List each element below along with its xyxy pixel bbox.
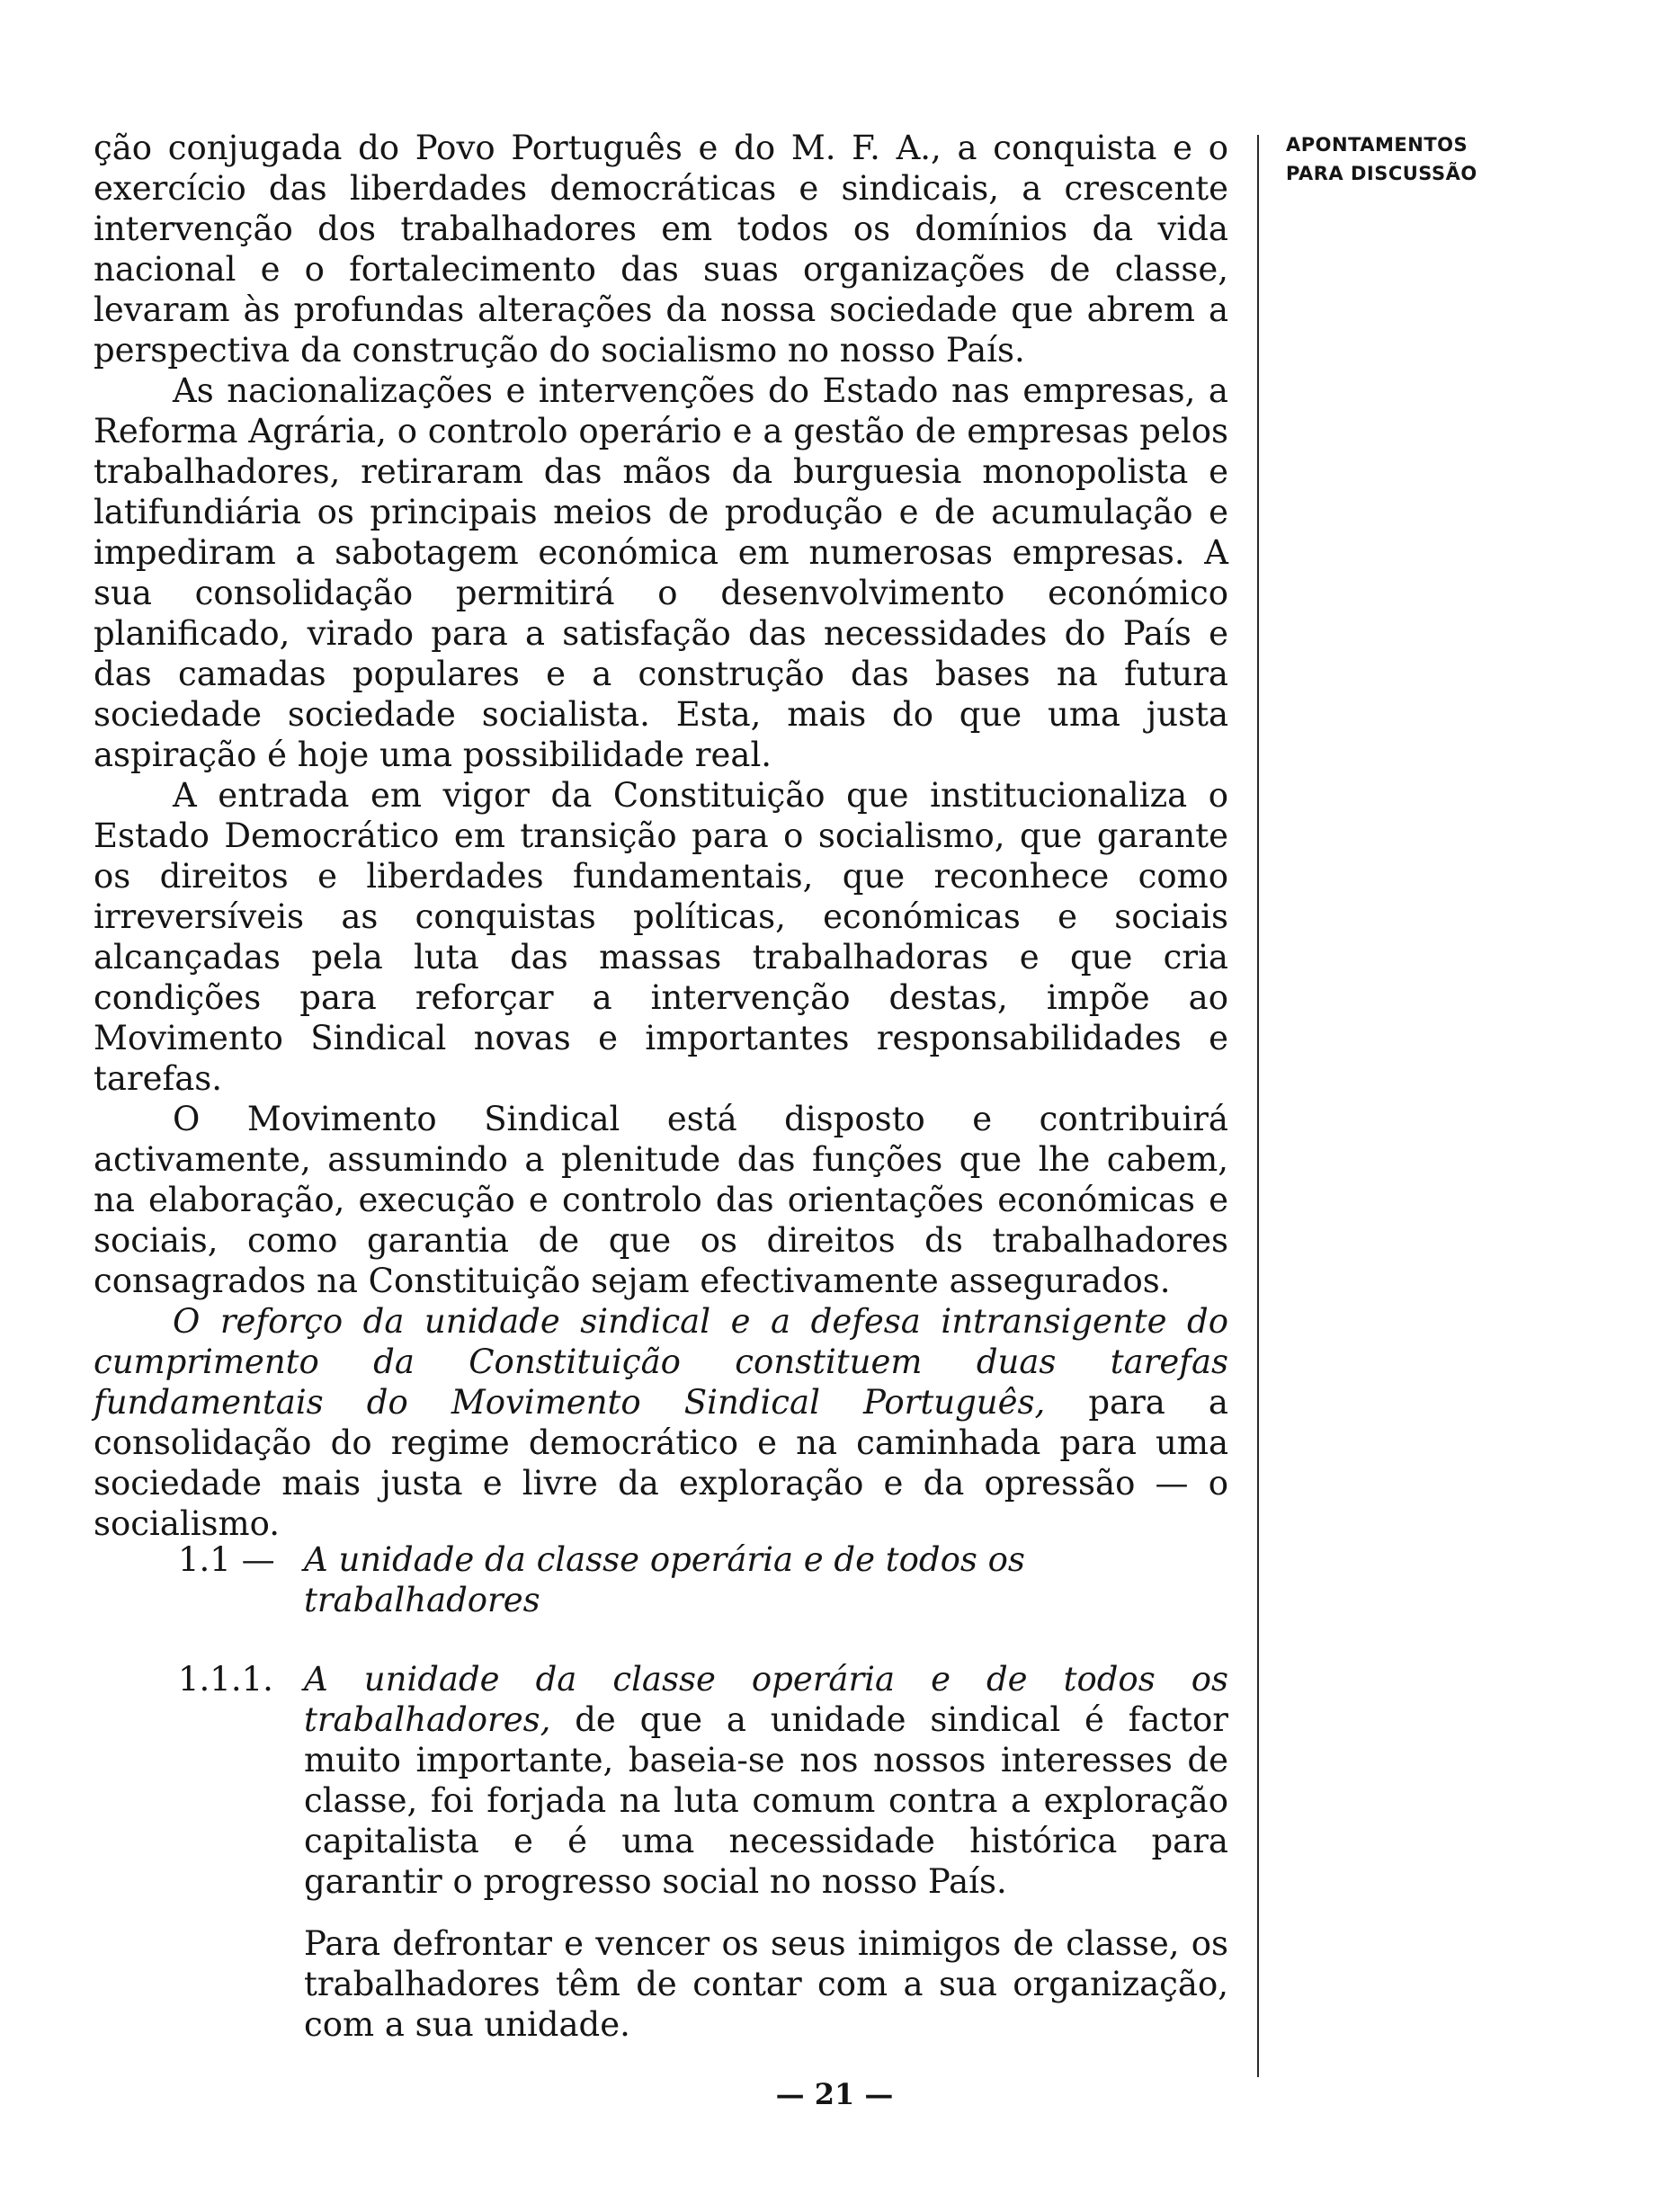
margin-note (1286, 130, 1556, 188)
subsection-number: 1.1.1. (178, 1660, 273, 1699)
paragraph-2: As nacionalizações e intervenções do Estado nas empresas, a Reforma Agrária, o controlo operário e a gestão de empresas pelos trabalhadores, retiraram das mãos da burguesia monopolista e latifundiária os principais meios de produção e de acumulação e impediram a sabotagem económica em numerosas empresas. A sua consolidação permitirá o desenvolvimento económico planificado, virado para a satisfação das necessidades do País e das camadas populares e a construção das bases na futura sociedade sociedade socialista. Esta, mais do que uma justa aspiração é hoje uma possibilidade real. (94, 371, 1228, 774)
margin-note-line-1: APONTAMENTOS (1286, 134, 1468, 156)
paragraph-1: ção conjugada do Povo Português e do M. F. A., a conquista e o exercício das liberdades democráticas e sindicais, a crescente intervenção dos trabalhadores em todos os domínios da vida nacional e o fortalecimento das suas organizações de classe, levaram às profundas alterações da nossa sociedade que abrem a perspectiva da construção do socialismo no nosso País. (94, 129, 1228, 370)
body-text (94, 128, 1228, 1544)
paragraph-5-emphasis: O reforço da unidade sindical e a defesa intransigente do cumprimento da Constituição constituem duas tarefas fundamentais do Movimento Sindical Português, (94, 1302, 1228, 1422)
section-title: A unidade da classe operária e de todos os trabalhadores (304, 1540, 1025, 1619)
subsection-paragraph-1 (304, 1659, 1228, 1902)
subsection-content (304, 1659, 1228, 2045)
subsection (178, 1659, 1228, 2045)
paragraph-5-rest: para a consolidação do regime democrático e na caminhada para uma sociedade mais justa e livre da exploração e da opressão — o socialismo. (94, 1383, 1228, 1543)
subsection-paragraph-2: Para defrontar e vencer os seus inimigos de classe, os trabalhadores têm de contar com a sua organização, com a sua unidade. (304, 1924, 1228, 2044)
section-number: 1.1 — (178, 1540, 275, 1579)
subsection-paragraph-1-emphasis: A unidade da classe operária e de todos os trabalhadores, (304, 1660, 1228, 1739)
paragraph-3: A entrada em vigor da Constituição que institucionaliza o Estado Democrático em transição para o socialismo, que garante os direitos e liberdades fundamentais, que reconhece como irreversíveis as conquistas políticas, económicas e sociais alcançadas pela luta das massas trabalhadoras e que cria condições para reforçar a intervenção destas, impõe ao Movimento Sindical novas e importantes responsabilidades e tarefas. (94, 776, 1228, 1098)
paragraph-4: O Movimento Sindical está disposto e contribuirá activamente, assumindo a plenitude das funções que lhe cabem, na elaboração, execução e controlo das orientações económicas e sociais, como garantia de que os direitos ds trabalhadores consagrados na Constituição sejam efectivamente assegurados. (94, 1100, 1228, 1300)
page-number: — 21 — (775, 2077, 894, 2111)
section-heading (178, 1539, 1228, 1620)
subsection-paragraph-1-rest: de que a unidade sindical é factor muito importante, baseia-se nos nossos interesses de classe, foi forjada na luta comum contra a exploração capitalista e é uma necessidade histórica para garantir o progresso social no nosso País. (304, 1700, 1228, 1901)
margin-divider-rule (1257, 135, 1259, 2077)
paragraph-5 (94, 1301, 1228, 1544)
margin-note-line-2: PARA DISCUSSÃO (1286, 163, 1477, 184)
